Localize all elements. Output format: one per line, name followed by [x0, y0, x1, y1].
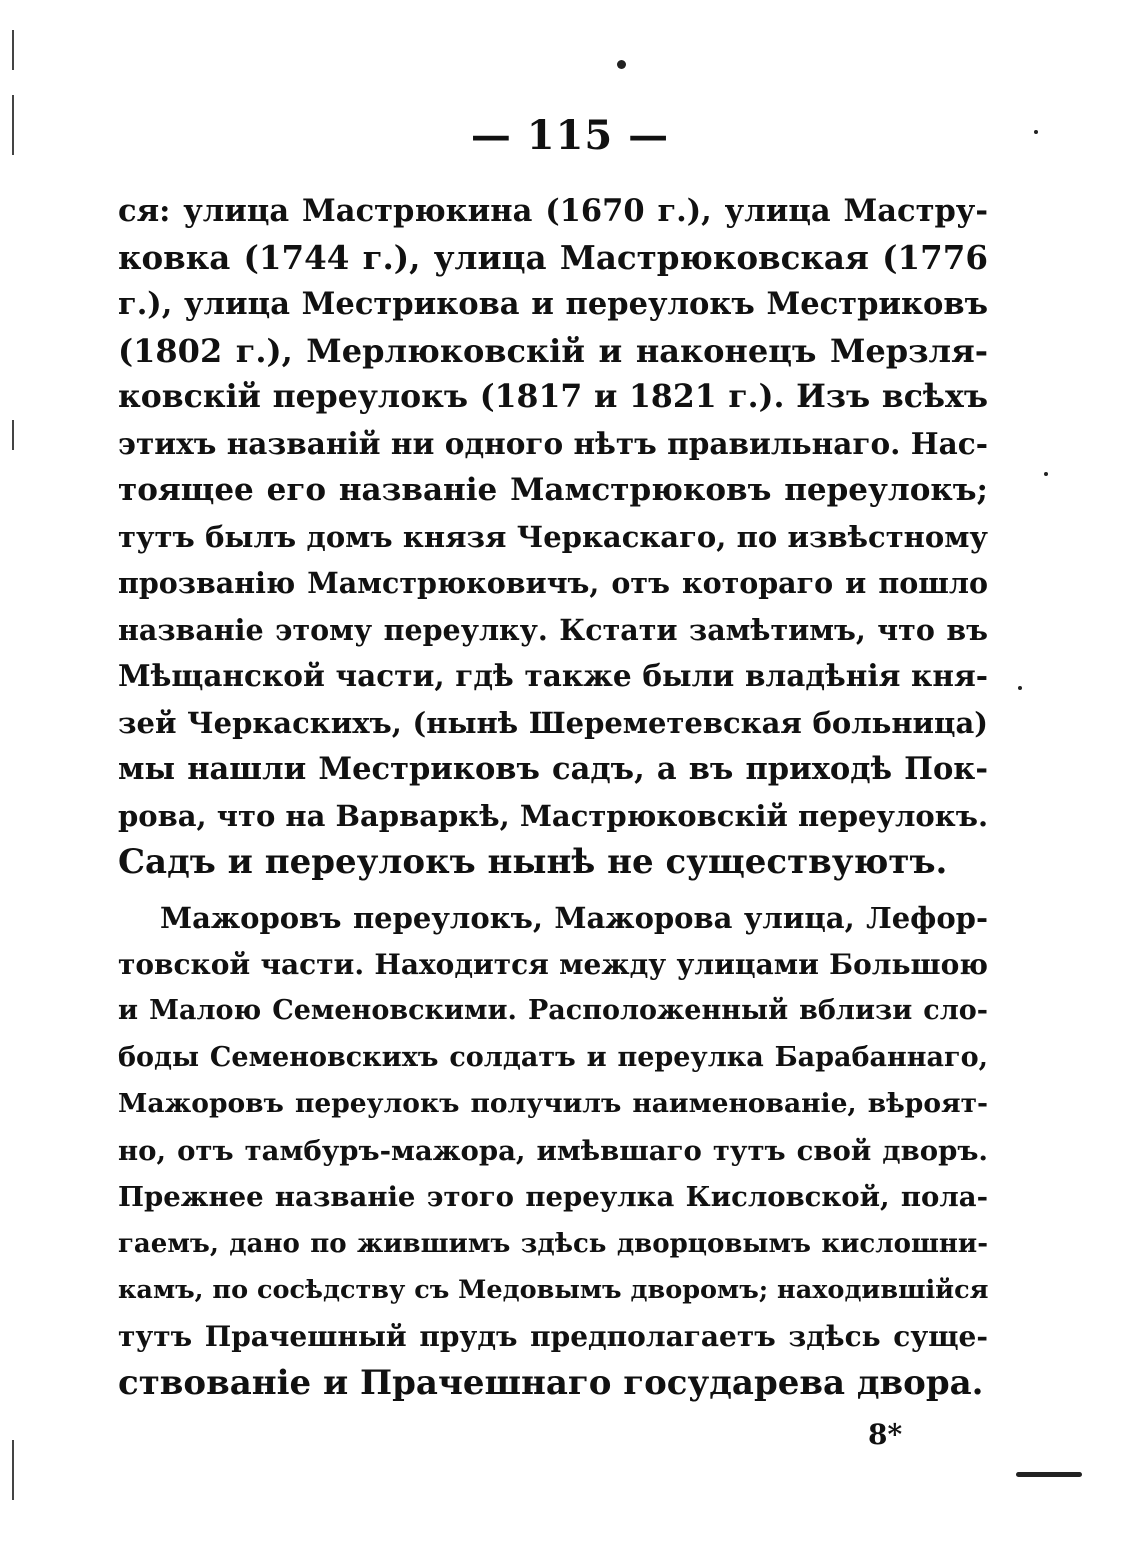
page-number: — 115 — [470, 112, 670, 159]
signature-mark: 8* [868, 1418, 903, 1451]
text-line: г.), улица Местрикова и переулокъ Местриковъ [118, 286, 988, 322]
entry-first-line-rest: переулокъ, Мажорова улица, Лефор- [352, 901, 988, 935]
paragraph-mastryukov [118, 188, 988, 886]
text-line: тоящее его названіе Мамстрюковъ переулокъ; [118, 472, 988, 508]
text-line: ствованіе и Прачешнаго государева двора. [118, 1363, 984, 1403]
text-line: зей Черкаскихъ, (нынѣ Шереметевская больница) [118, 705, 988, 740]
margin-rule [1016, 1472, 1082, 1477]
text-line: мы нашли Местриковъ садъ, а въ приходѣ Пок- [118, 751, 988, 787]
text-line: названіе этому переулку. Кстати замѣтимъ, что въ [118, 612, 988, 647]
text-line: тутъ былъ домъ князя Черкаскаго, по извѣстному [118, 519, 988, 554]
text-line: гаемъ, дано по жившимъ здѣсь дворцовымъ кислошни- [118, 1228, 988, 1259]
text-line-first [118, 895, 988, 942]
entry-term: Мажоровъ [160, 901, 342, 935]
scan-speck [1018, 686, 1022, 690]
text-line: тутъ Прачешный прудъ предполагаетъ здѣсь суще- [118, 1319, 988, 1353]
text-line: камъ, по сосѣдству съ Медовымъ дворомъ; находившійся [118, 1275, 989, 1305]
text-line: ковка (1744 г.), улица Мастрюковская (1776 [118, 237, 988, 277]
text-line: Мѣщанской части, гдѣ также были владѣнія кня- [118, 658, 988, 693]
text-line: ся: улица Мастрюкина (1670 г.), улица Мастру- [118, 193, 988, 229]
paragraph-mazhorov [118, 895, 988, 1407]
scan-edge-line [12, 420, 14, 450]
text-line: ковскій переулокъ (1817 и 1821 г.). Изъ всѣхъ [118, 378, 988, 415]
text-line: Прежнее названіе этого переулка Кисловской, пола- [118, 1181, 988, 1213]
text-line: но, отъ тамбуръ-мажора, имѣвшаго тутъ свой дворъ. [118, 1134, 988, 1167]
text-line: Мажоровъ переулокъ получилъ наименованіе, вѣроят- [118, 1088, 988, 1119]
text-line: и Малою Семеновскими. Расположенный вблизи сло- [118, 995, 988, 1026]
text-line: товской части. Находится между улицами Большою [118, 947, 988, 981]
text-line: рова, что на Варваркѣ, Мастрюковскій переулокъ. [118, 798, 989, 833]
text-line: боды Семеновскихъ солдатъ и переулка Барабаннаго, [118, 1041, 988, 1073]
text-line: (1802 г.), Мерлюковскій и наконецъ Мерзля- [118, 331, 988, 370]
scan-speck [1044, 472, 1048, 476]
scan-edge-line [12, 1440, 14, 1500]
text-line: Садъ и переулокъ нынѣ не существуютъ. [118, 842, 948, 882]
scan-speck [617, 60, 626, 69]
scan-edge-line [12, 30, 14, 70]
text-line: этихъ названій ни одного нѣтъ правильнаго. Нас- [118, 425, 988, 461]
text-line: прозванію Мамстрюковичъ, отъ котораго и пошло [118, 566, 988, 600]
